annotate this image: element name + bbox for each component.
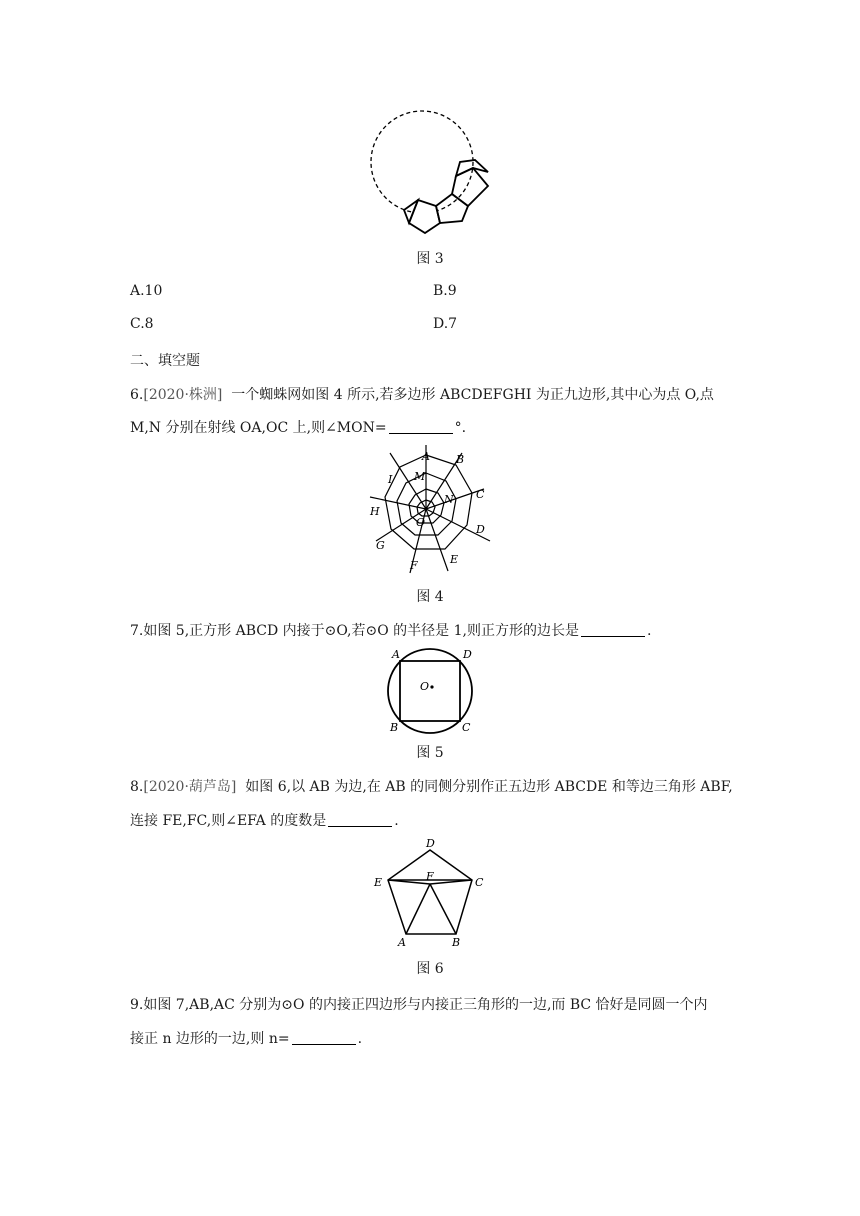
option-a: A.10 <box>130 283 163 299</box>
question-6-text: 一个蜘蛛网如图 4 所示,若多边形 ABCDEFGHI 为正九边形,其中心为点 O,点 <box>231 387 714 403</box>
question-6-source-tag: [2020·株洲] <box>143 387 223 403</box>
figure-4-caption: 图 4 <box>416 589 444 605</box>
figure-4 <box>362 445 498 575</box>
fig4-label-i: I <box>388 473 393 486</box>
question-9-line-1: 9.如图 7,AB,AC 分别为⊙O 的内接正四边形与内接正三角形的一边,而 BC 恰好是同圆一个内 <box>130 997 708 1013</box>
figure-5-caption: 图 5 <box>416 745 444 761</box>
question-9-text-2: 接正 n 边形的一边,则 n= <box>130 1031 290 1047</box>
fig5-label-b: B <box>390 721 399 734</box>
question-9-line-2 <box>130 1028 362 1048</box>
fig4-label-b: B <box>456 453 465 466</box>
figure-3 <box>360 108 500 238</box>
fig6-label-f: F <box>426 870 434 883</box>
fig6-label-c: C <box>475 876 484 889</box>
figure-5 <box>378 644 482 736</box>
question-6-number: 6. <box>130 387 144 403</box>
fig6-label-a: A <box>398 936 406 949</box>
question-7-end: . <box>646 623 652 639</box>
question-6-line-2 <box>130 417 466 437</box>
question-6-line-1 <box>130 384 714 404</box>
question-6-text-2: M,N 分别在射线 OA,OC 上,则∠MON= <box>130 420 387 436</box>
fig4-label-o: O <box>416 516 426 529</box>
question-7-text: 7.如图 5,正方形 ABCD 内接于⊙O,若⊙O 的半径是 1,则正方形的边长是 <box>130 623 579 639</box>
fig5-label-a: A <box>392 648 400 661</box>
answer-blank-7[interactable] <box>581 622 645 637</box>
question-8-text: 如图 6,以 AB 为边,在 AB 的同侧分别作正五边形 ABCDE 和等边三角形 ABF, <box>245 779 733 795</box>
fig6-label-d: D <box>426 837 435 850</box>
answer-blank-9[interactable] <box>292 1030 356 1045</box>
question-8-source-tag: [2020·葫芦岛] <box>143 779 237 795</box>
fig6-label-e: E <box>374 876 383 889</box>
question-8-text-2: 连接 FE,FC,则∠EFA 的度数是 <box>130 813 327 829</box>
fig4-label-h: H <box>370 505 380 518</box>
option-d: D.7 <box>433 316 458 332</box>
section-title: 二、填空题 <box>130 353 200 369</box>
figure-3-caption: 图 3 <box>416 251 444 267</box>
figure-6 <box>370 836 494 950</box>
fig4-label-a: A <box>422 450 430 463</box>
option-c: C.8 <box>130 316 154 332</box>
fig4-label-n: N <box>444 493 454 506</box>
fig4-label-m: M <box>414 470 426 483</box>
question-7 <box>130 620 651 640</box>
fig4-label-g: G <box>376 539 385 552</box>
question-8-line-2 <box>130 810 399 830</box>
option-b: B.9 <box>433 283 457 299</box>
question-6-end: °. <box>454 420 467 436</box>
question-9-end: . <box>357 1031 363 1047</box>
fig5-label-d: D <box>463 648 472 661</box>
question-8-number: 8. <box>130 779 144 795</box>
question-8-end: . <box>394 813 399 829</box>
answer-blank-8[interactable] <box>328 812 392 827</box>
fig4-label-c: C <box>476 488 485 501</box>
fig6-label-b: B <box>452 936 461 949</box>
fig4-label-f: F <box>410 559 418 572</box>
figure-6-caption: 图 6 <box>416 961 444 977</box>
fig5-label-o: O <box>420 680 430 693</box>
question-8-line-1 <box>130 776 733 796</box>
fig4-label-d: D <box>476 523 485 536</box>
answer-blank-6[interactable] <box>389 419 453 434</box>
fig4-label-e: E <box>450 553 459 566</box>
fig5-label-c: C <box>462 721 471 734</box>
